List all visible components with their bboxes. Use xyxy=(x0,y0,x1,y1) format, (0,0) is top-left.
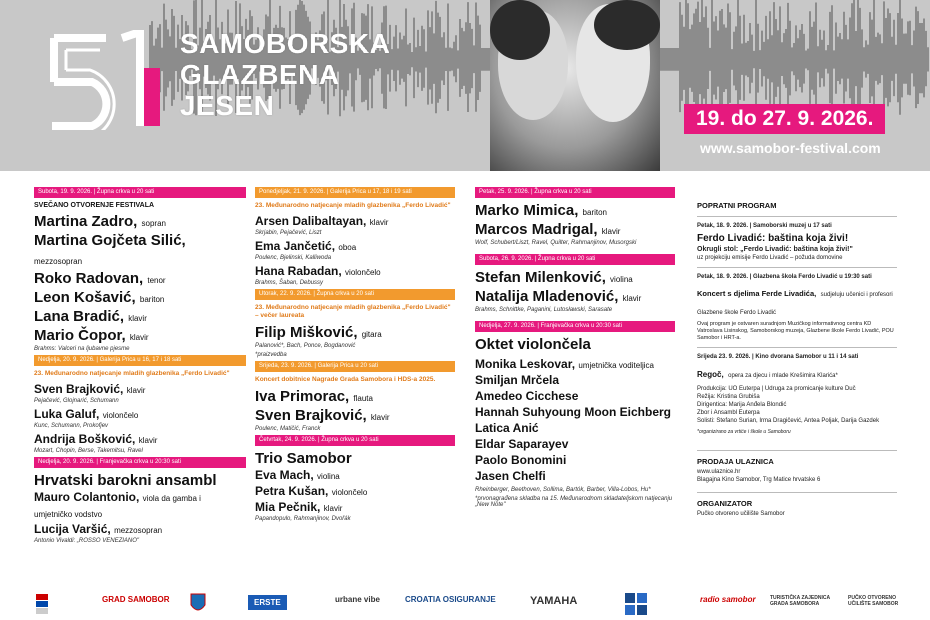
performer-row xyxy=(255,484,455,500)
performer-role: gitara xyxy=(361,330,382,339)
event-header: Petak, 18. 9. 2026. | Glazbena škola Ferdo Livadić u 19:30 sati xyxy=(697,274,872,280)
portrait-photo xyxy=(490,0,660,171)
performer-role: klavir xyxy=(138,436,158,445)
performer-row xyxy=(34,289,246,308)
repertoire-note: Pejačević, Glojnarić, Schumann xyxy=(34,398,119,404)
performer-list xyxy=(34,490,246,538)
performer-name: Eva Mach, xyxy=(255,468,314,482)
festival-51-logo xyxy=(44,30,174,130)
credits-list xyxy=(697,385,897,425)
event-title: Regoč, xyxy=(697,370,724,379)
performer-row xyxy=(34,213,246,232)
event-subtitle: Okrugli stol: „Ferdo Livadić: baština koja živi!" xyxy=(697,246,853,253)
coat-of-arms-icon xyxy=(36,594,48,614)
title-line-3: JESEN xyxy=(180,90,275,121)
repertoire-note: Poulenc, Matičić, Franck xyxy=(255,426,321,432)
performer-name: Marko Mimica, xyxy=(475,202,579,219)
performer-row xyxy=(255,388,455,407)
performer-name: Latica Anić xyxy=(475,421,539,435)
sponsor-erste: ERSTE xyxy=(248,595,287,610)
performer-name: Iva Primorac, xyxy=(255,388,350,405)
side-program-column xyxy=(697,187,897,518)
repertoire-note: Wolf, Schubert/Liszt, Ravel, Quilter, Rahmanjinov, Musorgski xyxy=(475,240,637,246)
performer-role: klavir xyxy=(128,314,147,323)
performer-role: violina xyxy=(317,472,340,481)
repertoire-note: Skrjabin, Pejačević, Liszt xyxy=(255,230,322,236)
event-header: Srijeda, 23. 9. 2026. | Galerija Prica u 20 sati xyxy=(255,361,455,372)
performer-row xyxy=(34,270,246,289)
performer-role: violončelo xyxy=(102,411,139,420)
event-header: Nedjelja, 20. 9. 2026. | Franjevačka crkva u 20:30 sati xyxy=(34,457,246,468)
ensemble-title: Hrvatski barokni ansambl xyxy=(34,472,217,489)
sponsor-grad-samobor: GRAD SAMOBOR xyxy=(102,595,170,604)
performer-name: Eldar Saparayev xyxy=(475,437,569,451)
event-header: Ponedjeljak, 21. 9. 2026. | Galerija Prica u 17, 18 i 19 sati xyxy=(255,187,455,198)
repertoire-note: Palanović*, Bach, Ponce, Bogdanović xyxy=(255,343,356,349)
performer-role: klavir xyxy=(129,333,149,342)
festival-website[interactable]: www.samobor-festival.com xyxy=(700,140,881,156)
performer-role: bariton xyxy=(582,208,608,217)
performer-name: Sven Brajković, xyxy=(34,382,124,396)
performer-row xyxy=(475,453,675,469)
performer-row xyxy=(475,288,675,307)
performer-row xyxy=(475,469,675,485)
footnote: *organizirano za vrtiće i škole u Samoboru xyxy=(697,429,791,435)
performer-row xyxy=(34,382,246,398)
performer-role: bariton xyxy=(139,295,165,304)
credit-line: Produkcija: UO Euterpa | Udruga za promicanje kulture Duč xyxy=(697,386,856,392)
event-header: Srijeda 23. 9. 2026. | Kino dvorana Samobor u 11 i 14 sati xyxy=(697,354,859,360)
performer-role: sopran xyxy=(141,219,166,228)
festival-title xyxy=(180,28,390,121)
performer-role: umjetnička voditeljica xyxy=(578,361,654,370)
performer-role: violončelo xyxy=(345,268,381,277)
performer-row xyxy=(255,239,455,255)
event-subtitle: opera za djecu i mlade Krešimira Klarića* xyxy=(728,373,838,379)
performer-row xyxy=(475,405,675,421)
performer-name: Mauro Colantonio, xyxy=(34,490,140,504)
performer-row xyxy=(475,437,675,453)
event-header: Petak, 18. 9. 2026. | Samoborski muzej u 17 sati xyxy=(697,223,832,229)
performer-role: klavir xyxy=(370,413,390,422)
credit-line: Dirigentica: Marija Anđela Blondić xyxy=(697,402,787,408)
performer-role: mezzosopran xyxy=(114,526,163,535)
performer-name: Leon Košavić, xyxy=(34,289,136,306)
organizer-title: ORGANIZATOR xyxy=(697,499,753,508)
performer-role: klavir xyxy=(601,227,621,236)
performer-name: Martina Gojčeta Silić, xyxy=(34,232,186,249)
performer-row xyxy=(34,251,246,270)
hero-banner xyxy=(0,0,930,171)
credit-line: Režija: Kristina Grubiša xyxy=(697,394,760,400)
performer-name: Mia Pečnik, xyxy=(255,500,321,514)
performer-row xyxy=(475,389,675,405)
performer-name: Smiljan Mrčela xyxy=(475,373,560,387)
event-header: Utorak, 22. 9. 2026. | Župna crkva u 20 sati xyxy=(255,289,455,300)
performer-row xyxy=(475,269,675,288)
performer-role: flauta xyxy=(353,394,373,403)
festival-dates: 19. do 27. 9. 2026. xyxy=(684,104,885,134)
event-header: Četvrtak, 24. 9. 2026. | Župna crkva u 20 sati xyxy=(255,435,455,446)
repertoire-note: Kunc, Schumann, Prokofjev xyxy=(34,423,109,429)
event-header: Subota, 26. 9. 2026. | Župna crkva u 20 sati xyxy=(475,254,675,265)
repertoire-note: Rheinberger, Beethoven, Sollima, Bartók, Barber, Villa-Lobos, Hu* xyxy=(475,487,651,493)
repertoire-note: Brahms, Schnittke, Paganini, Lutosławski, Sarasate xyxy=(475,307,613,313)
performer-name: Hana Rabadan, xyxy=(255,264,342,278)
credit-line: Zbor i Ansambl Euterpa xyxy=(697,410,760,416)
performer-row xyxy=(34,490,246,506)
sponsor-tz-samobor: TURISTIČKA ZAJEDNICA GRADA SAMOBORA xyxy=(770,595,830,607)
performer-list xyxy=(34,382,246,454)
performer-list xyxy=(255,324,455,349)
credit-line: Solisti: Stefano Surian, Irma Dragičević, Antea Poljak, Darija Gazdek xyxy=(697,418,880,424)
program-column-1 xyxy=(34,187,246,547)
performer-role: klavir xyxy=(622,294,642,303)
repertoire-note: Papandopulo, Rahmanjinov, Dvořák xyxy=(255,516,351,522)
performer-row xyxy=(34,232,246,251)
sponsor-urbane-vibe: urbane vibe xyxy=(335,595,380,604)
performer-role: klavir xyxy=(323,504,343,513)
ensemble-title: Trio Samobor xyxy=(255,450,352,467)
performer-row xyxy=(475,373,675,389)
performer-role: oboa xyxy=(338,243,357,252)
title-line-2: GLAZBENA xyxy=(180,59,340,90)
performer-name: Jasen Chelfi xyxy=(475,469,546,483)
performer-name: Hannah Suhyoung Moon Eichberg xyxy=(475,405,671,419)
performer-row xyxy=(475,202,675,221)
repertoire-note: Brahms: Valceri na ljubavne pjesme xyxy=(34,346,130,352)
performer-name: Filip Mišković, xyxy=(255,324,358,341)
event-header: Petak, 25. 9. 2026. | Župna crkva u 20 sati xyxy=(475,187,675,198)
performer-row xyxy=(34,407,246,423)
performer-name: Lucija Varšić, xyxy=(34,522,111,536)
event-header: Subota, 19. 9. 2026. | Župna crkva u 20 sati xyxy=(34,187,246,198)
repertoire-note: Brahms, Šaban, Debussy xyxy=(255,280,324,286)
performer-row xyxy=(255,407,455,426)
program-column-2 xyxy=(255,187,455,525)
repertoire-note: Mozart, Chopin, Berse, Takemitsu, Ravel xyxy=(34,448,143,454)
tickets-website[interactable]: www.ulaznice.hr xyxy=(697,469,741,475)
event-subtitle: 23. Međunarodno natjecanje mladih glazbenika „Ferdo Livadić" – večer laureata xyxy=(255,304,451,319)
performer-list xyxy=(255,388,455,426)
grid-logo-icon xyxy=(625,593,647,615)
event-description: Ovaj program je ostvaren suradnjom Muzičkog informativnog centra KD Vatroslava Lisinskog, Samoborskog muzeja, Glazbene škole Ferdo Livadić, POU Samobor i HRT-a. xyxy=(697,321,894,341)
performer-name: Roko Radovan, xyxy=(34,270,144,287)
performer-row xyxy=(34,506,246,522)
event-subtitle: sudjeluju učenici i profesori Glazbene škole Ferdo Livadić xyxy=(697,292,893,316)
performer-name: Andrija Bošković, xyxy=(34,432,136,446)
event-subtitle: 23. Međunarodno natjecanje mladih glazbenika „Ferdo Livadić" xyxy=(255,202,451,209)
premiere-note: *praizvedba xyxy=(255,352,287,358)
performer-row xyxy=(34,522,246,538)
sponsor-croatia-osiguranje: CROATIA OSIGURANJE xyxy=(405,595,496,604)
performer-list xyxy=(255,468,455,516)
ensemble-title: Oktet violončela xyxy=(475,336,591,353)
performer-list xyxy=(34,213,246,346)
performer-list xyxy=(475,269,675,307)
performer-row xyxy=(255,324,455,343)
event-subtitle: 23. Međunarodno natjecanje mladih glazbenika „Ferdo Livadić" xyxy=(34,370,230,377)
performer-name: Arsen Dalibaltayan, xyxy=(255,214,367,228)
performer-role: viola da gamba i xyxy=(142,494,201,503)
performer-row xyxy=(475,221,675,240)
event-description: uz projekciju emisije Ferdo Livadić – požuda domovine xyxy=(697,255,843,261)
event-header: Nedjelja, 27. 9. 2026. | Franjevačka crkva u 20:30 sati xyxy=(475,321,675,332)
sponsor-yamaha: YAMAHA xyxy=(530,595,578,607)
performer-name: Lana Bradić, xyxy=(34,308,125,325)
event-subtitle: Koncert dobitnice Nagrade Grada Samobora i HDS-a 2025. xyxy=(255,376,436,383)
performer-list xyxy=(475,357,675,485)
performer-row xyxy=(34,432,246,448)
repertoire-note: Poulenc, Bjelinski, Kalliwoda xyxy=(255,255,332,261)
performer-row xyxy=(255,500,455,516)
performer-role: tenor xyxy=(147,276,166,285)
tickets-title: PRODAJA ULAZNICA xyxy=(697,457,774,466)
sponsor-pou-samobor: PUČKO OTVORENO UČILIŠTE SAMOBOR xyxy=(848,595,899,607)
sponsors-bar xyxy=(0,590,930,620)
performer-name: Monika Leskovar, xyxy=(475,357,576,371)
performer-name: Marcos Madrigal, xyxy=(475,221,598,238)
performer-row xyxy=(255,214,455,230)
performer-name: Mario Čopor, xyxy=(34,327,126,344)
performer-row xyxy=(255,468,455,484)
sponsor-radio-samobor: radio samobor xyxy=(700,595,756,604)
footnote: *prvonagrađena skladba na 15. Međunarodnom skladateljskom natjecanju „New Note" xyxy=(475,496,673,508)
performer-list xyxy=(475,202,675,240)
performer-list xyxy=(255,214,455,286)
performer-name: Petra Kušan, xyxy=(255,484,329,498)
performer-name: Natalija Mladenović, xyxy=(475,288,619,305)
program-column-3 xyxy=(475,187,675,511)
performer-name: Martina Zadro, xyxy=(34,213,138,230)
performer-role: umjetničko vodstvo xyxy=(34,510,103,519)
shield-icon xyxy=(190,593,206,615)
performer-name: Luka Galuf, xyxy=(34,407,100,421)
event-title: Koncert s djelima Ferde Livadića, xyxy=(697,289,817,298)
performer-role: klavir xyxy=(369,218,389,227)
tickets-office: Blagajna Kino Samobor, Trg Matice hrvatske 6 xyxy=(697,477,821,483)
performer-name: Sven Brajković, xyxy=(255,407,367,424)
performer-role: mezzosopran xyxy=(34,257,83,266)
performer-role: violina xyxy=(610,275,633,284)
performer-name: Paolo Bonomini xyxy=(475,453,567,467)
performer-row xyxy=(475,357,675,373)
performer-name: Ema Jančetić, xyxy=(255,239,336,253)
performer-role: violončelo xyxy=(331,488,368,497)
organizer-name: Pučko otvoreno učilište Samobor xyxy=(697,511,785,517)
event-subtitle: SVEČANO OTVORENJE FESTIVALA xyxy=(34,202,155,209)
event-title: Ferdo Livadić: baština koja živi! xyxy=(697,233,849,244)
title-line-1: SAMOBORSKA xyxy=(180,28,391,59)
performer-row xyxy=(34,308,246,327)
performer-row xyxy=(255,264,455,280)
performer-name: Stefan Milenković, xyxy=(475,269,606,286)
performer-name: Amedeo Cicchese xyxy=(475,389,579,403)
side-program-title: POPRATNI PROGRAM xyxy=(697,201,777,210)
performer-row xyxy=(475,421,675,437)
performer-row xyxy=(34,327,246,346)
performer-role: klavir xyxy=(126,386,146,395)
event-header: Nedjelja, 20. 9. 2026. | Galerija Prica u 16, 17 i 18 sati xyxy=(34,355,246,366)
repertoire-note: Antonio Vivaldi: „ROSSO VENEZIANO" xyxy=(34,538,140,544)
